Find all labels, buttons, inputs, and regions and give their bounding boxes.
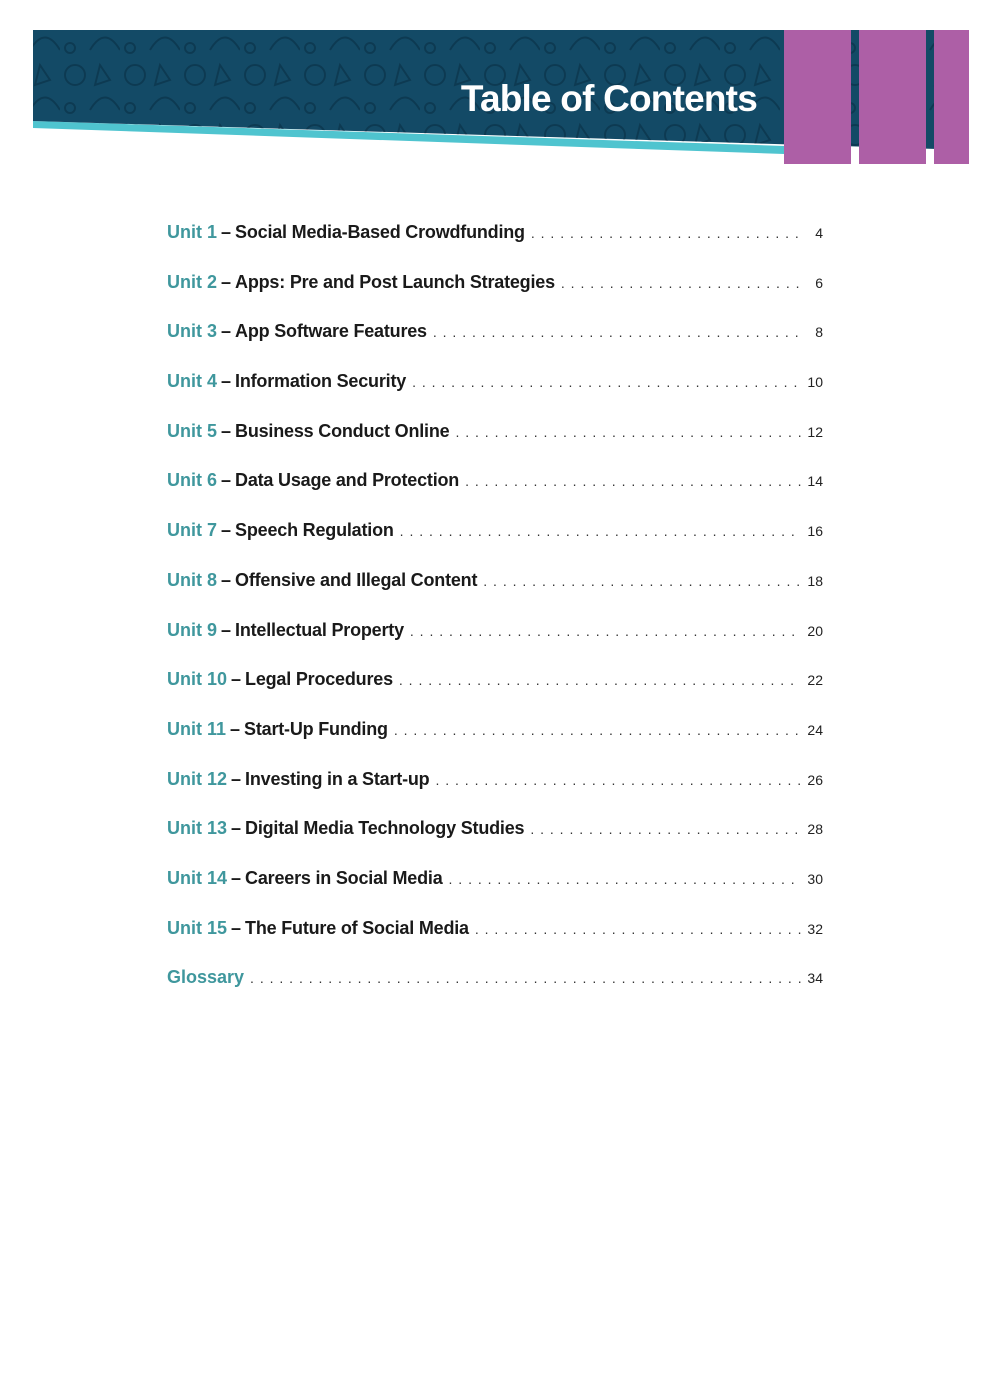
dot-leader — [250, 970, 801, 986]
page-number: 16 — [807, 523, 823, 540]
dot-leader — [531, 225, 801, 241]
dot-leader — [455, 424, 801, 440]
separator: – — [231, 768, 242, 789]
unit-label: Unit 6 — [167, 470, 218, 491]
toc-entry[interactable] — [167, 222, 823, 272]
dot-leader — [561, 275, 801, 291]
toc-entry[interactable] — [167, 669, 823, 719]
toc-entry[interactable] — [167, 620, 823, 670]
separator: – — [221, 569, 232, 590]
page-number: 12 — [807, 423, 823, 440]
toc-entry[interactable] — [167, 272, 823, 322]
unit-label: Unit 12 — [167, 768, 228, 789]
separator: – — [221, 321, 232, 342]
separator: – — [221, 271, 232, 292]
unit-label: Unit 11 — [167, 718, 227, 739]
page-number: 28 — [807, 821, 823, 838]
toc-entry[interactable] — [167, 570, 823, 620]
unit-title: App Software Features — [235, 321, 427, 342]
separator: – — [231, 818, 242, 839]
page-number: 20 — [807, 622, 823, 639]
unit-label: Unit 2 — [167, 271, 218, 292]
accent-bar — [934, 30, 969, 164]
page-number: 32 — [807, 920, 823, 937]
table-of-contents — [167, 222, 823, 1017]
dot-leader — [483, 573, 801, 589]
page-number: 8 — [815, 324, 823, 341]
toc-entry-glossary[interactable] — [167, 967, 823, 1017]
separator: – — [230, 718, 241, 739]
separator: – — [221, 371, 232, 392]
unit-label: Unit 14 — [167, 867, 228, 888]
unit-title: Legal Procedures — [245, 669, 393, 690]
dot-leader — [410, 623, 801, 639]
page-number: 34 — [807, 970, 823, 987]
unit-title: Apps: Pre and Post Launch Strategies — [235, 271, 555, 292]
separator: – — [231, 917, 242, 938]
unit-label: Unit 3 — [167, 321, 218, 342]
page-number: 24 — [807, 721, 823, 738]
unit-title: The Future of Social Media — [245, 917, 469, 938]
toc-entry[interactable] — [167, 868, 823, 918]
unit-title: Business Conduct Online — [235, 420, 450, 441]
separator: – — [231, 867, 242, 888]
dot-leader — [475, 921, 801, 937]
dot-leader — [399, 672, 801, 688]
unit-title: Social Media-Based Crowdfunding — [235, 222, 525, 242]
unit-title: Investing in a Start-up — [245, 768, 430, 789]
separator: – — [221, 222, 232, 242]
dot-leader — [394, 722, 801, 738]
unit-label: Unit 5 — [167, 420, 218, 441]
separator: – — [221, 520, 232, 541]
dot-leader — [530, 821, 801, 837]
unit-label: Unit 10 — [167, 669, 228, 690]
unit-title: Careers in Social Media — [245, 867, 443, 888]
page-number: 22 — [807, 672, 823, 689]
page-number: 4 — [815, 225, 823, 241]
separator: – — [221, 470, 232, 491]
page-number: 6 — [815, 274, 823, 291]
unit-label: Unit 8 — [167, 569, 218, 590]
unit-title: Offensive and Illegal Content — [235, 569, 478, 590]
accent-bar — [859, 30, 926, 164]
dot-leader — [449, 871, 801, 887]
toc-entry[interactable] — [167, 421, 823, 471]
toc-entry[interactable] — [167, 321, 823, 371]
dot-leader — [412, 374, 801, 390]
dot-leader — [465, 473, 801, 489]
toc-entry[interactable] — [167, 371, 823, 421]
glossary-label: Glossary — [167, 967, 245, 988]
accent-bar — [784, 30, 851, 164]
separator: – — [231, 669, 242, 690]
unit-title: Speech Regulation — [235, 520, 394, 541]
unit-label: Unit 1 — [167, 222, 218, 242]
unit-label: Unit 9 — [167, 619, 218, 640]
page-number: 30 — [807, 870, 823, 887]
page-number: 10 — [807, 374, 823, 391]
page-number: 26 — [807, 771, 823, 788]
unit-label: Unit 7 — [167, 520, 218, 541]
unit-label: Unit 4 — [167, 371, 218, 392]
unit-title: Start-Up Funding — [244, 718, 388, 739]
separator: – — [221, 420, 232, 441]
dot-leader — [433, 324, 801, 340]
page-number: 18 — [807, 572, 823, 589]
toc-entry[interactable] — [167, 470, 823, 520]
toc-entry[interactable] — [167, 818, 823, 868]
separator: – — [221, 619, 232, 640]
toc-entry[interactable] — [167, 719, 823, 769]
toc-entry[interactable] — [167, 769, 823, 819]
toc-entry[interactable] — [167, 918, 823, 968]
toc-entry[interactable] — [167, 520, 823, 570]
dot-leader — [435, 772, 801, 788]
unit-title: Intellectual Property — [235, 619, 404, 640]
page-number: 14 — [807, 473, 823, 490]
unit-title: Information Security — [235, 371, 407, 392]
unit-label: Unit 15 — [167, 917, 228, 938]
unit-title: Digital Media Technology Studies — [245, 818, 525, 839]
dot-leader — [400, 523, 801, 539]
unit-label: Unit 13 — [167, 818, 228, 839]
page-title: Table of Contents — [460, 78, 757, 119]
unit-title: Data Usage and Protection — [235, 470, 460, 491]
